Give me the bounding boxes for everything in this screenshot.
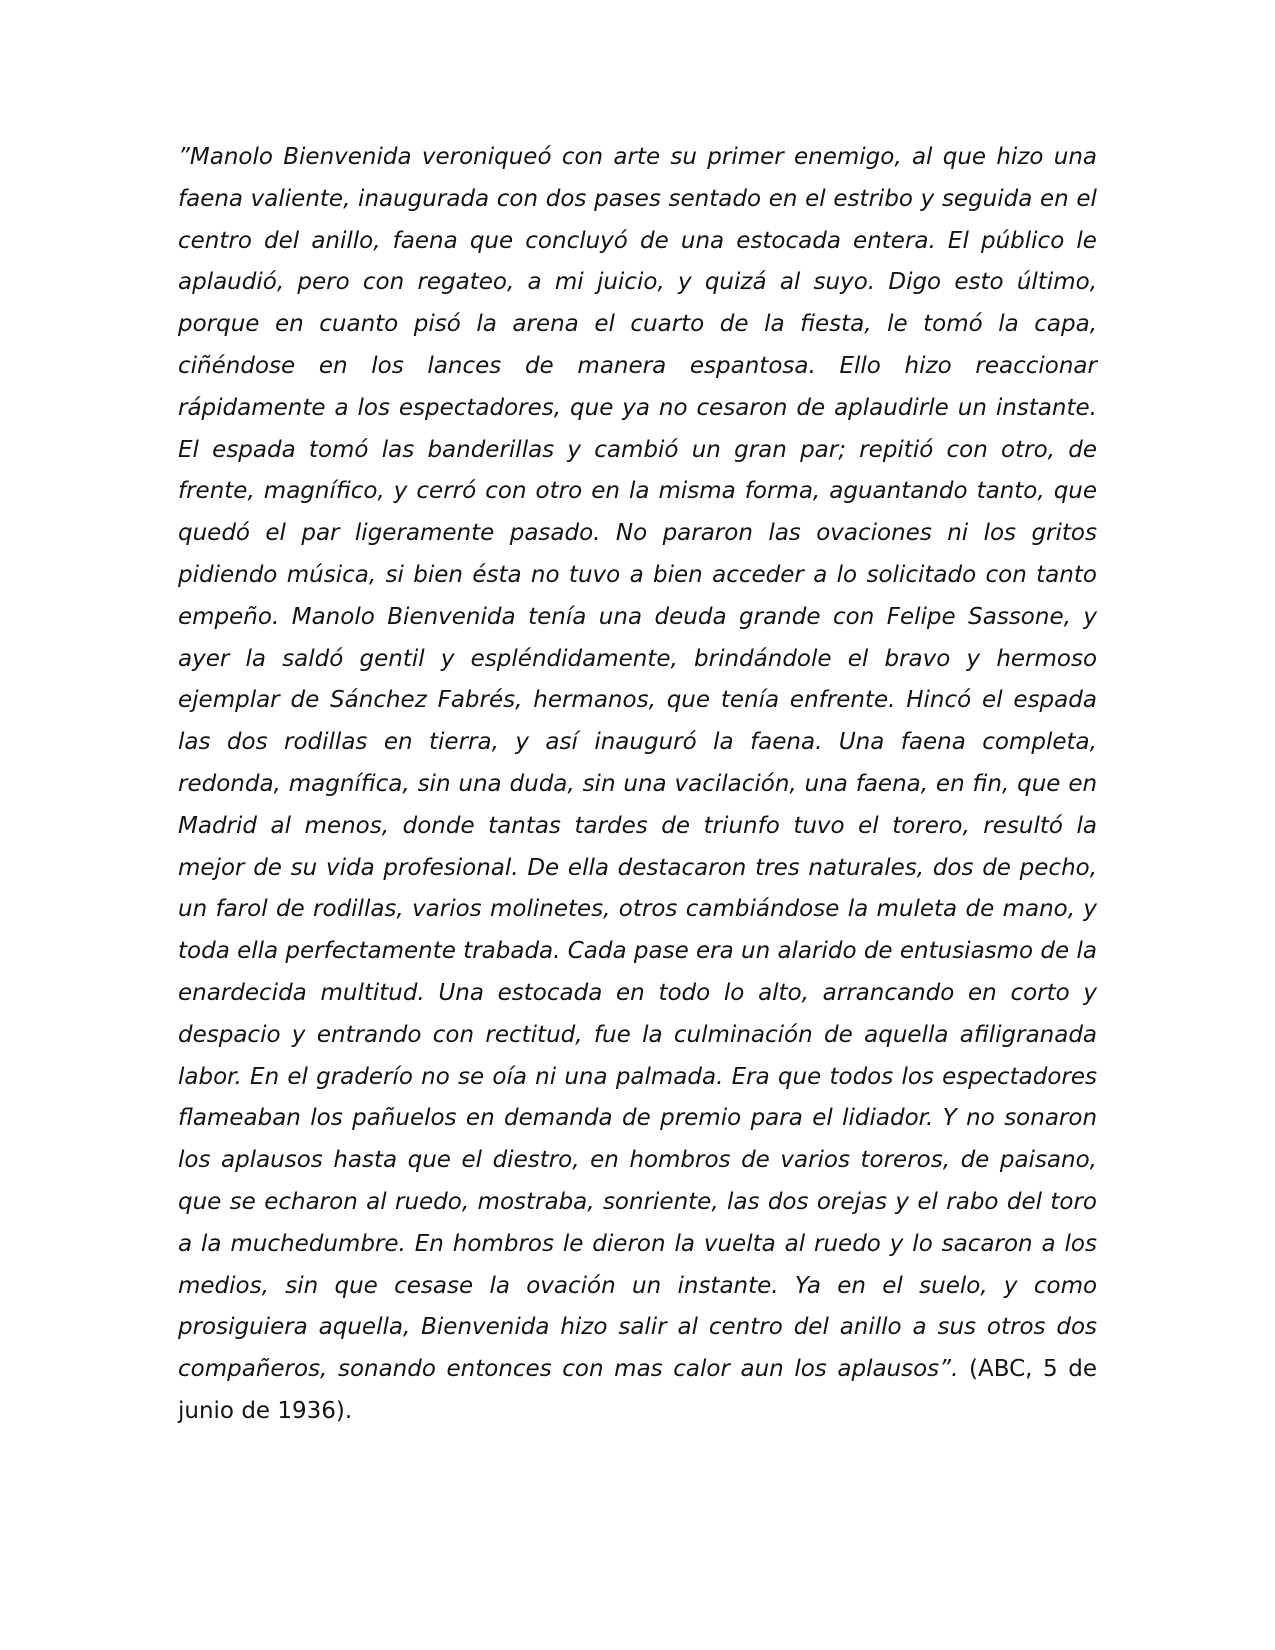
text-line	[178, 764, 1097, 806]
text-line	[178, 722, 1097, 764]
citation-end-text: junio de 1936).	[178, 1397, 353, 1424]
quote-paragraph	[178, 137, 1097, 1433]
quote-closing-and-citation	[178, 1356, 1097, 1382]
quote-line-text: ”Manolo Bienvenida veroniqueó con arte su primer enemigo, al que hizo una	[178, 144, 1097, 170]
quote-line-text: empeño. Manolo Bienvenida tenía una deuda grande con Felipe Sassone, y	[178, 603, 1098, 630]
quote-line-text: ayer la saldó gentil y espléndidamente, brindándole el bravo y hermoso	[178, 645, 1098, 672]
text-line	[178, 179, 1097, 221]
quote-line-text: quedó el par ligeramente pasado. No pararon las ovaciones ni los gritos	[178, 520, 1097, 547]
quote-closing-text: compañeros, sonando entonces con mas calor aun los aplausos”.	[178, 1356, 959, 1383]
quote-line-text: flameaban los pañuelos en demanda de premio para el lidiador. Y no sonaron	[178, 1105, 1098, 1132]
text-line	[178, 304, 1097, 346]
text-line	[178, 1015, 1097, 1057]
quote-line-text: que se echaron al ruedo, mostraba, sonriente, las dos orejas y el rabo del toro	[178, 1188, 1097, 1215]
quote-line-text: aplaudió, pero con regateo, a mi juicio, y quizá al suyo. Digo esto último,	[178, 269, 1098, 296]
text-line	[178, 973, 1097, 1015]
text-line	[178, 1224, 1097, 1266]
quote-line-text: centro del anillo, faena que concluyó de una estocada entera. El público le	[178, 227, 1097, 254]
quote-line-text: porque en cuanto pisó la arena el cuarto de la fiesta, le tomó la capa,	[178, 311, 1098, 338]
citation-start-text: (ABC, 5 de	[958, 1356, 1097, 1383]
text-line	[178, 471, 1097, 513]
text-line	[178, 1140, 1097, 1182]
text-line	[178, 388, 1097, 430]
quote-line-text: despacio y entrando con rectitud, fue la culminación de aquella afiligranada	[178, 1021, 1098, 1048]
text-line	[178, 221, 1097, 263]
quote-line-text: El espada tomó las banderillas y cambió un gran par; repitió con otro, de	[178, 436, 1097, 463]
quote-line-text: Madrid al menos, donde tantas tardes de triunfo tuvo el torero, resultó la	[178, 812, 1097, 839]
text-line	[178, 848, 1097, 890]
quote-line-text: toda ella perfectamente trabada. Cada pase era un alarido de entusiasmo de la	[178, 938, 1097, 965]
text-line	[178, 931, 1097, 973]
text-line	[178, 137, 1097, 179]
quote-line-text: redonda, magnífica, sin una duda, sin una vacilación, una faena, en fin, que en	[178, 770, 1098, 797]
quote-line-text: faena valiente, inaugurada con dos pases sentado en el estribo y seguida en el	[178, 185, 1097, 212]
text-line	[178, 680, 1097, 722]
text-line	[178, 262, 1097, 304]
quote-line-text: los aplausos hasta que el diestro, en hombros de varios toreros, de paisano,	[178, 1147, 1097, 1174]
text-line	[178, 639, 1097, 681]
quote-line-text: prosiguiera aquella, Bienvenida hizo salir al centro del anillo a sus otros dos	[178, 1314, 1098, 1341]
quote-line-text: mejor de su vida profesional. De ella destacaron tres naturales, dos de pecho,	[178, 854, 1098, 881]
text-line	[178, 1057, 1097, 1099]
text-line	[178, 1391, 1097, 1433]
quote-line-text: las dos rodillas en tierra, y así inauguró la faena. Una faena completa,	[178, 729, 1097, 756]
quote-line-text: labor. En el graderío no se oía ni una palmada. Era que todos los espectadores	[178, 1063, 1098, 1090]
text-line	[178, 430, 1097, 472]
text-line	[178, 806, 1097, 848]
quote-line-text: frente, magnífico, y cerró con otro en la misma forma, aguantando tanto, que	[178, 478, 1098, 505]
text-line	[178, 1182, 1097, 1224]
text-line	[178, 346, 1097, 388]
text-line	[178, 597, 1097, 639]
text-line	[178, 889, 1097, 931]
text-line	[178, 1307, 1097, 1349]
quote-line-text: ejemplar de Sánchez Fabrés, hermanos, que tenía enfrente. Hincó el espada	[178, 687, 1097, 714]
text-line	[178, 1098, 1097, 1140]
quote-line-text: pidiendo música, si bien ésta no tuvo a bien acceder a lo solicitado con tanto	[178, 561, 1097, 588]
quote-line-text: ciñéndose en los lances de manera espantosa. Ello hizo reaccionar	[178, 352, 1097, 379]
text-line	[178, 1266, 1097, 1308]
text-line	[178, 513, 1097, 555]
quote-line-text: un farol de rodillas, varios molinetes, otros cambiándose la muleta de mano, y	[178, 896, 1097, 923]
text-line	[178, 555, 1097, 597]
quote-line-text: medios, sin que cesase la ovación un instante. Ya en el suelo, y como	[178, 1272, 1098, 1299]
quote-line-text: rápidamente a los espectadores, que ya no cesaron de aplaudirle un instante.	[178, 394, 1097, 421]
quote-line-text: enardecida multitud. Una estocada en todo lo alto, arrancando en corto y	[178, 979, 1098, 1006]
quote-line-text: a la muchedumbre. En hombros le dieron la vuelta al ruedo y lo sacaron a los	[178, 1230, 1097, 1257]
text-line	[178, 1349, 1097, 1391]
